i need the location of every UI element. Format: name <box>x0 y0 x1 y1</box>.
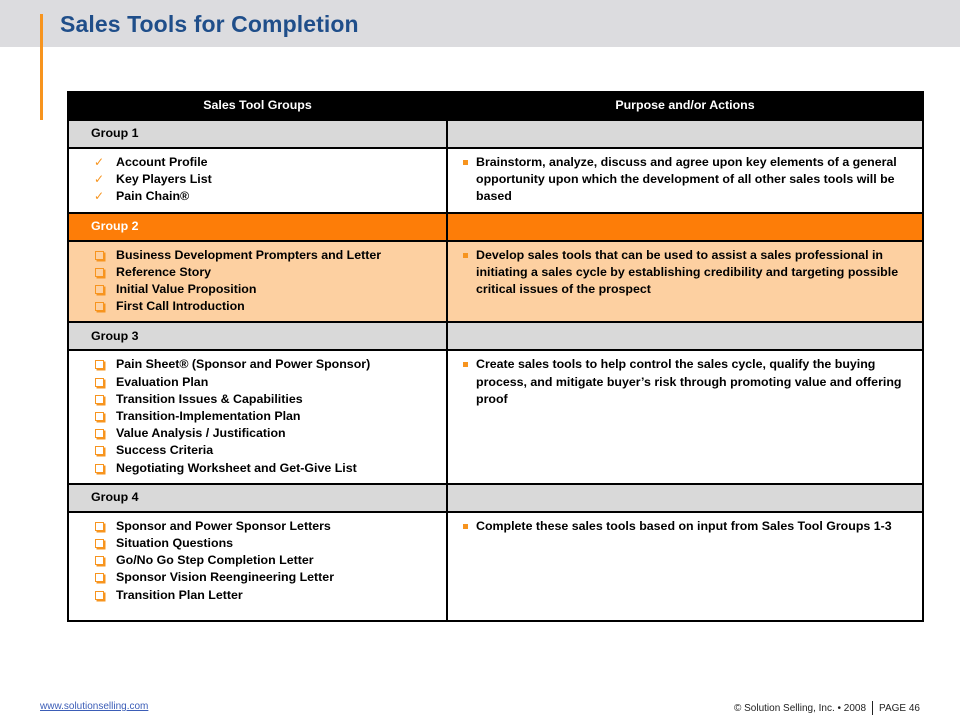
tool-name: Reference Story <box>116 264 212 279</box>
group-label: Group 3 <box>68 322 447 350</box>
purpose-cell <box>447 512 923 621</box>
list-item <box>91 298 446 315</box>
footer-divider <box>872 701 873 715</box>
checkbox-icon <box>95 285 104 294</box>
list-item <box>91 264 446 281</box>
checkbox-icon <box>95 522 104 531</box>
tool-name: Success Criteria <box>116 443 214 458</box>
list-item <box>91 518 446 535</box>
purpose-cell <box>447 148 923 213</box>
tool-list <box>69 518 446 604</box>
square-bullet-icon <box>463 160 468 165</box>
checkbox-icon <box>95 591 104 600</box>
list-item <box>91 154 446 171</box>
tool-name: Transition Issues & Capabilities <box>116 391 303 406</box>
page-number: PAGE 46 <box>879 702 920 714</box>
list-item <box>91 569 446 586</box>
checkbox-icon <box>95 378 104 387</box>
group-row-4 <box>68 484 923 512</box>
tool-list <box>69 356 446 476</box>
checkbox-icon <box>95 395 104 404</box>
tool-name: Go/No Go Step Completion Letter <box>116 553 314 568</box>
group-row-3 <box>68 322 923 350</box>
copyright-text: © Solution Selling, Inc. • 2008 <box>733 702 867 714</box>
tool-list-cell <box>68 148 447 213</box>
group-empty-cell <box>447 484 923 512</box>
tool-name: Transition-Implementation Plan <box>116 409 301 424</box>
tool-list <box>69 247 446 316</box>
checkbox-icon <box>95 412 104 421</box>
checkbox-icon <box>95 446 104 455</box>
purpose-text: Complete these sales tools based on input from Sales Tool Groups 1-3 <box>476 518 892 533</box>
purpose-text-block <box>448 154 922 206</box>
tool-name: Pain Sheet® (Sponsor and Power Sponsor) <box>116 357 371 372</box>
checkbox-icon <box>95 302 104 311</box>
tool-list-cell <box>68 350 447 483</box>
checkbox-icon <box>95 429 104 438</box>
sales-tools-table <box>67 91 924 622</box>
purpose-cell <box>447 241 923 323</box>
list-item <box>91 460 446 477</box>
checkbox-icon <box>95 464 104 473</box>
group-empty-cell <box>447 322 923 350</box>
list-item <box>91 425 446 442</box>
items-row-2 <box>68 241 923 323</box>
group-label: Group 1 <box>68 120 447 148</box>
items-row-3 <box>68 350 923 483</box>
items-row-4 <box>68 512 923 621</box>
items-row-1 <box>68 148 923 213</box>
list-item <box>91 247 446 264</box>
list-item <box>91 188 446 205</box>
table-header-row <box>68 92 923 120</box>
tool-list-cell <box>68 512 447 621</box>
checkbox-icon <box>95 360 104 369</box>
page-title: Sales Tools for Completion <box>60 11 359 37</box>
tool-name: First Call Introduction <box>116 299 245 314</box>
tool-name: Evaluation Plan <box>116 374 209 389</box>
purpose-text-block <box>448 518 922 535</box>
list-item <box>91 171 446 188</box>
tool-name: Negotiating Worksheet and Get-Give List <box>116 460 357 475</box>
group-empty-cell <box>447 120 923 148</box>
accent-rule <box>40 14 43 120</box>
column-header-groups: Sales Tool Groups <box>68 92 447 120</box>
tool-list-cell <box>68 241 447 323</box>
tool-name: Value Analysis / Justification <box>116 426 286 441</box>
checkbox-icon <box>95 251 104 260</box>
tool-name: Situation Questions <box>116 536 234 551</box>
footer-right <box>734 701 920 715</box>
list-item <box>91 356 446 373</box>
group-label: Group 4 <box>68 484 447 512</box>
tool-list <box>69 154 446 206</box>
checkbox-icon <box>95 268 104 277</box>
group-label: Group 2 <box>68 213 447 241</box>
purpose-text: Develop sales tools that can be used to assist a sales professional in initiating a sales cycle by establishing credibility and targeting possible critical issues of the prospect <box>476 247 899 297</box>
tool-name: Sponsor Vision Reengineering Letter <box>116 570 335 585</box>
tool-name: Transition Plan Letter <box>116 587 243 602</box>
purpose-text-block <box>448 247 922 299</box>
purpose-cell <box>447 350 923 483</box>
tool-name: Account Profile <box>116 155 208 169</box>
check-icon: ✓ <box>93 155 105 169</box>
checkbox-icon <box>95 573 104 582</box>
checkbox-icon <box>95 556 104 565</box>
list-item <box>91 408 446 425</box>
list-item <box>91 587 446 604</box>
group-row-2 <box>68 213 923 241</box>
group-row-1 <box>68 120 923 148</box>
purpose-text-block <box>448 356 922 408</box>
list-item <box>91 374 446 391</box>
list-item <box>91 391 446 408</box>
checkbox-icon <box>95 539 104 548</box>
tool-name: Sponsor and Power Sponsor Letters <box>116 518 331 533</box>
website-link[interactable]: www.solutionselling.com <box>40 701 149 712</box>
tool-name: Pain Chain® <box>116 189 190 204</box>
column-header-purpose: Purpose and/or Actions <box>447 92 923 120</box>
square-bullet-icon <box>463 524 468 529</box>
check-icon: ✓ <box>93 172 105 187</box>
list-item <box>91 552 446 569</box>
list-item <box>91 281 446 298</box>
tool-name: Business Development Prompters and Letter <box>116 247 382 262</box>
square-bullet-icon <box>463 253 468 258</box>
group-empty-cell <box>447 213 923 241</box>
check-icon: ✓ <box>93 189 105 204</box>
tool-name: Key Players List <box>116 172 212 187</box>
list-item <box>91 535 446 552</box>
list-item <box>91 442 446 459</box>
square-bullet-icon <box>463 362 468 367</box>
purpose-text: Brainstorm, analyze, discuss and agree upon key elements of a general opportunity upon which the development of all other sales tools will be based <box>476 155 897 204</box>
tool-name: Initial Value Proposition <box>116 282 257 297</box>
purpose-text: Create sales tools to help control the sales cycle, qualify the buying process, and mitigate buyer’s risk through promoting value and offering proof <box>476 357 902 406</box>
